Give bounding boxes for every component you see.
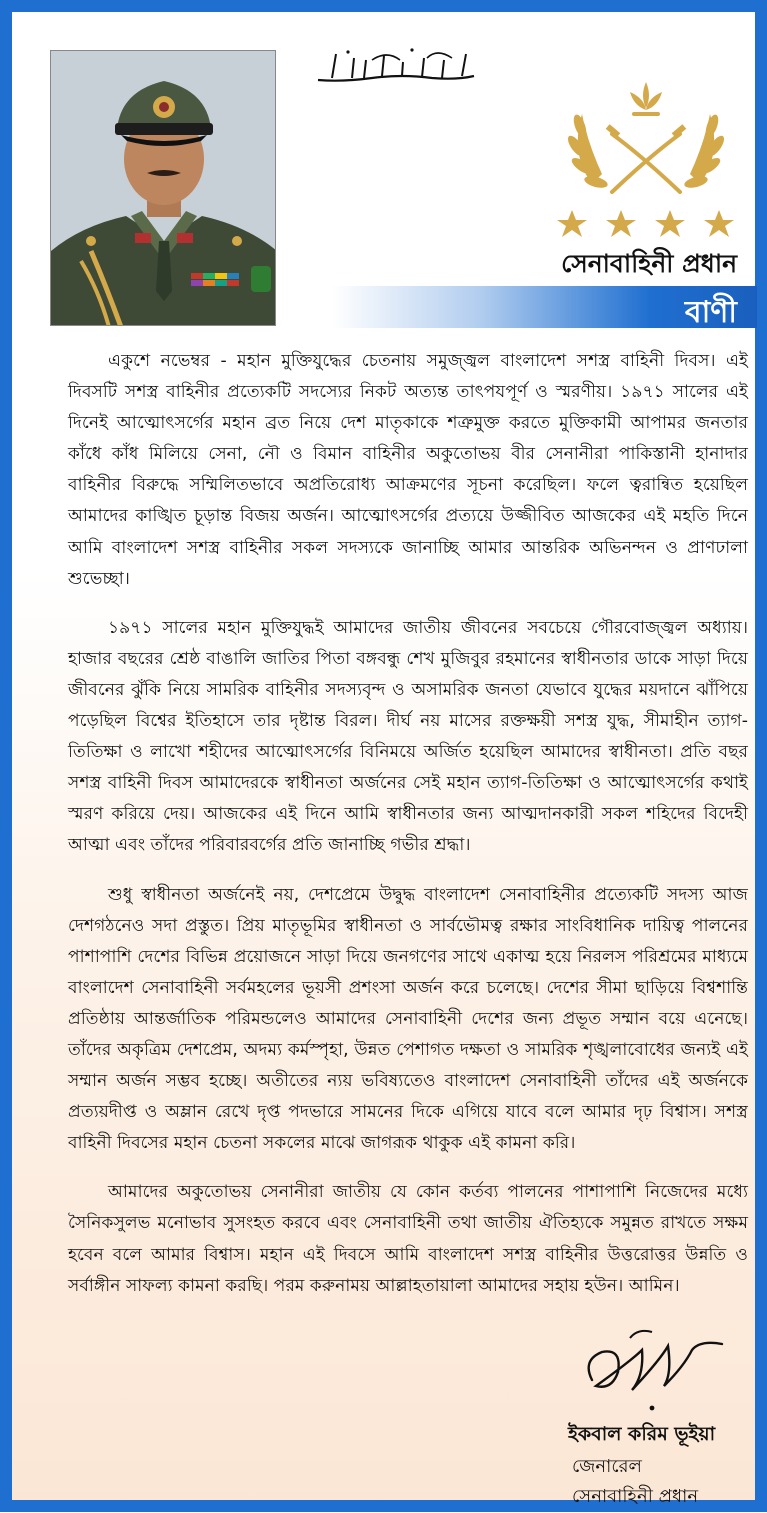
message-banner bbox=[332, 286, 757, 328]
message-paragraph: ১৯৭১ সালের মহান মুক্তিযুদ্ধই আমাদের জাতীয় জীবনের সবচেয়ে গৌরবোজ্জ্বল অধ্যায়। হাজার বছরের শ্রেষ্ঠ বাঙালি জাতির পিতা বঙ্গবন্ধু শেখ মুজিবুর রহমানের স্বাধীনতার ডাকে সাড়া দিয়ে জীবনের ঝুঁকি নিয়ে সামরিক বাহিনীর সদস্যবৃন্দ ও অসামরিক জনতা যেভাবে যুদ্ধের ময়দানে ঝাঁপিয়ে পড়েছিল বিশ্বের ইতিহাসে তার দৃষ্টান্ত বিরল। দীর্ঘ নয় মাসের রক্তক্ষয়ী সশস্ত্র যুদ্ধ, সীমাহীন ত্যাগ-তিতিক্ষা ও লাখো শহীদের আত্মোৎসর্গের বিনিময়ে অর্জিত হয়েছিল আমাদের স্বাধীনতা। প্রতি বছর সশস্ত্র বাহিনী দিবস আমাদেরকে স্বাধীনতা অর্জনের সেই মহান ত্যাগ-তিতিক্ষা ও আত্মোৎসর্গের কথাই স্মরণ করিয়ে দেয়। আজকের এই দিনে আমি স্বাধীনতার জন্য আত্মদানকারী সকল শহিদের বিদেহী আত্মা এবং তাঁদের পরিবারবর্গের প্রতি জানাচ্ছি গভীর শ্রদ্ধা। bbox=[68, 617, 748, 856]
four-star-icon bbox=[557, 210, 734, 237]
message-paragraph: একুশে নভেম্বর - মহান মুক্তিযুদ্ধের চেতনায় সমুজ্জ্বল বাংলাদেশ সশস্ত্র বাহিনী দিবস। এই দিবসটি সশস্ত্র বাহিনীর প্রত্যেকটি সদস্যের নিকট অত্যন্ত তাৎপযপূর্ণ ও স্মরণীয়। ১৯৭১ সালের এই দিনেই আত্মোৎসর্গের মহান ব্রত নিয়ে দেশ মাতৃকাকে শত্রুমুক্ত করতে মুক্তিকামী আপামর জনতার কাঁধে কাঁধ মিলিয়ে সেনা, নৌ ও বিমান বাহিনীর অকুতোভয় বীর সেনানীরা পাকিস্তানী হানাদার বাহিনীর বিরুদ্ধে সম্মিলিতভাবে অপ্রতিরোধ্য আক্রমণের সূচনা করেছিল। ফলে ত্বরান্বিত হয়েছিল আমাদের কাঙ্খিত চূড়ান্ত বিজয় অর্জন। আত্মোৎসর্গের প্রত্যয়ে উজ্জীবিত আজকের এই মহতি দিনে আমি বাংলাদেশ সশস্ত্র বাহিনীর সকল সদস্যকে জানাচ্ছি আমার আন্তরিক অভিনন্দন ও প্রাণঢালা শুভেচ্ছা। bbox=[68, 351, 748, 589]
army-crest-icon bbox=[552, 74, 740, 238]
signer-post: সেনাবাহিনী প্রধান bbox=[572, 1486, 699, 1507]
message-banner-title: বাণী bbox=[684, 295, 737, 330]
message-body bbox=[68, 346, 748, 1302]
signer-rank: জেনারেল bbox=[572, 1456, 642, 1477]
message-paragraph: আমাদের অকুতোভয় সেনানীরা জাতীয় যে কোন কর্তব্য পালনের পাশাপাশি নিজেদের মধ্যে সৈনিকসুলভ মনোভাব সুসংহত করবে এবং সেনাবাহিনী তথা জাতীয় ঐতিহ্যকে সমুন্নত রাখতে সক্ষম হবেন বলে আমার বিশ্বাস। মহান এই দিবসে আমি বাংলাদেশ সশস্ত্র বাহিনীর উত্তরোত্তর উন্নতি ও সর্বাঙ্গীন সাফল্য কামনা করছি। পরম করুনাময় আল্লাহতায়ালা আমাদের সহায় হউন। আমিন। bbox=[68, 1182, 748, 1296]
signer-name: ইকবাল করিম ভূইয়া bbox=[568, 1423, 716, 1445]
bismillah-calligraphy-icon bbox=[312, 40, 482, 90]
message-paragraph: শুধু স্বাধীনতা অর্জনেই নয়, দেশপ্রেমে উদ্বুদ্ধ বাংলাদেশ সেনাবাহিনীর প্রত্যেকটি সদস্য আজ দেশগঠনেও সদা প্রস্তুত। প্রিয় মাতৃভূমির স্বাধীনতা ও সার্বভৌমত্ব রক্ষার সাংবিধানিক দায়িত্ব পালনের পাশাপাশি দেশের বিভিন্ন প্রয়োজনে সাড়া দিয়ে জনগণের সাথে একাত্ম হয়ে নিরলস পরিশ্রমের মাধ্যমে বাংলাদেশ সেনাবাহিনী সর্বমহলের ভূয়সী প্রশংসা অর্জন করে চলেছে। দেশের সীমা ছাড়িয়ে বিশ্বশান্তি প্রতিষ্ঠায় আন্তর্জাতিক পরিমন্ডলেও আমাদের সেনাবাহিনী দেশের জন্য প্রভূত সম্মান বয়ে এনেছে। তাঁদের অকৃত্রিম দেশপ্রেম, অদম্য কর্মস্পৃহা, উন্নত পেশাগত দক্ষতা ও সামরিক শৃঙ্খলাবোধের জন্যই এই সম্মান অর্জন সম্ভব হচ্ছে। অতীতের ন্যয় ভবিষ্যতেও বাংলাদেশ সেনাবাহিনী তাঁদের এই অর্জনকে প্রত্যয়দীপ্ত ও অম্লান রেখে দৃপ্ত পদভারে সামনের দিকে এগিয়ে যাবে বলে আমার দৃঢ় বিশ্বাস। সশস্ত্র বাহিনী দিবসের মহান চেতনা সকলের মাঝে জাগরূক থাকুক এই কামনা করি। bbox=[68, 884, 748, 1154]
designation-heading: সেনাবাহিনী প্রধান bbox=[561, 249, 737, 278]
handwritten-signature bbox=[572, 1320, 732, 1420]
